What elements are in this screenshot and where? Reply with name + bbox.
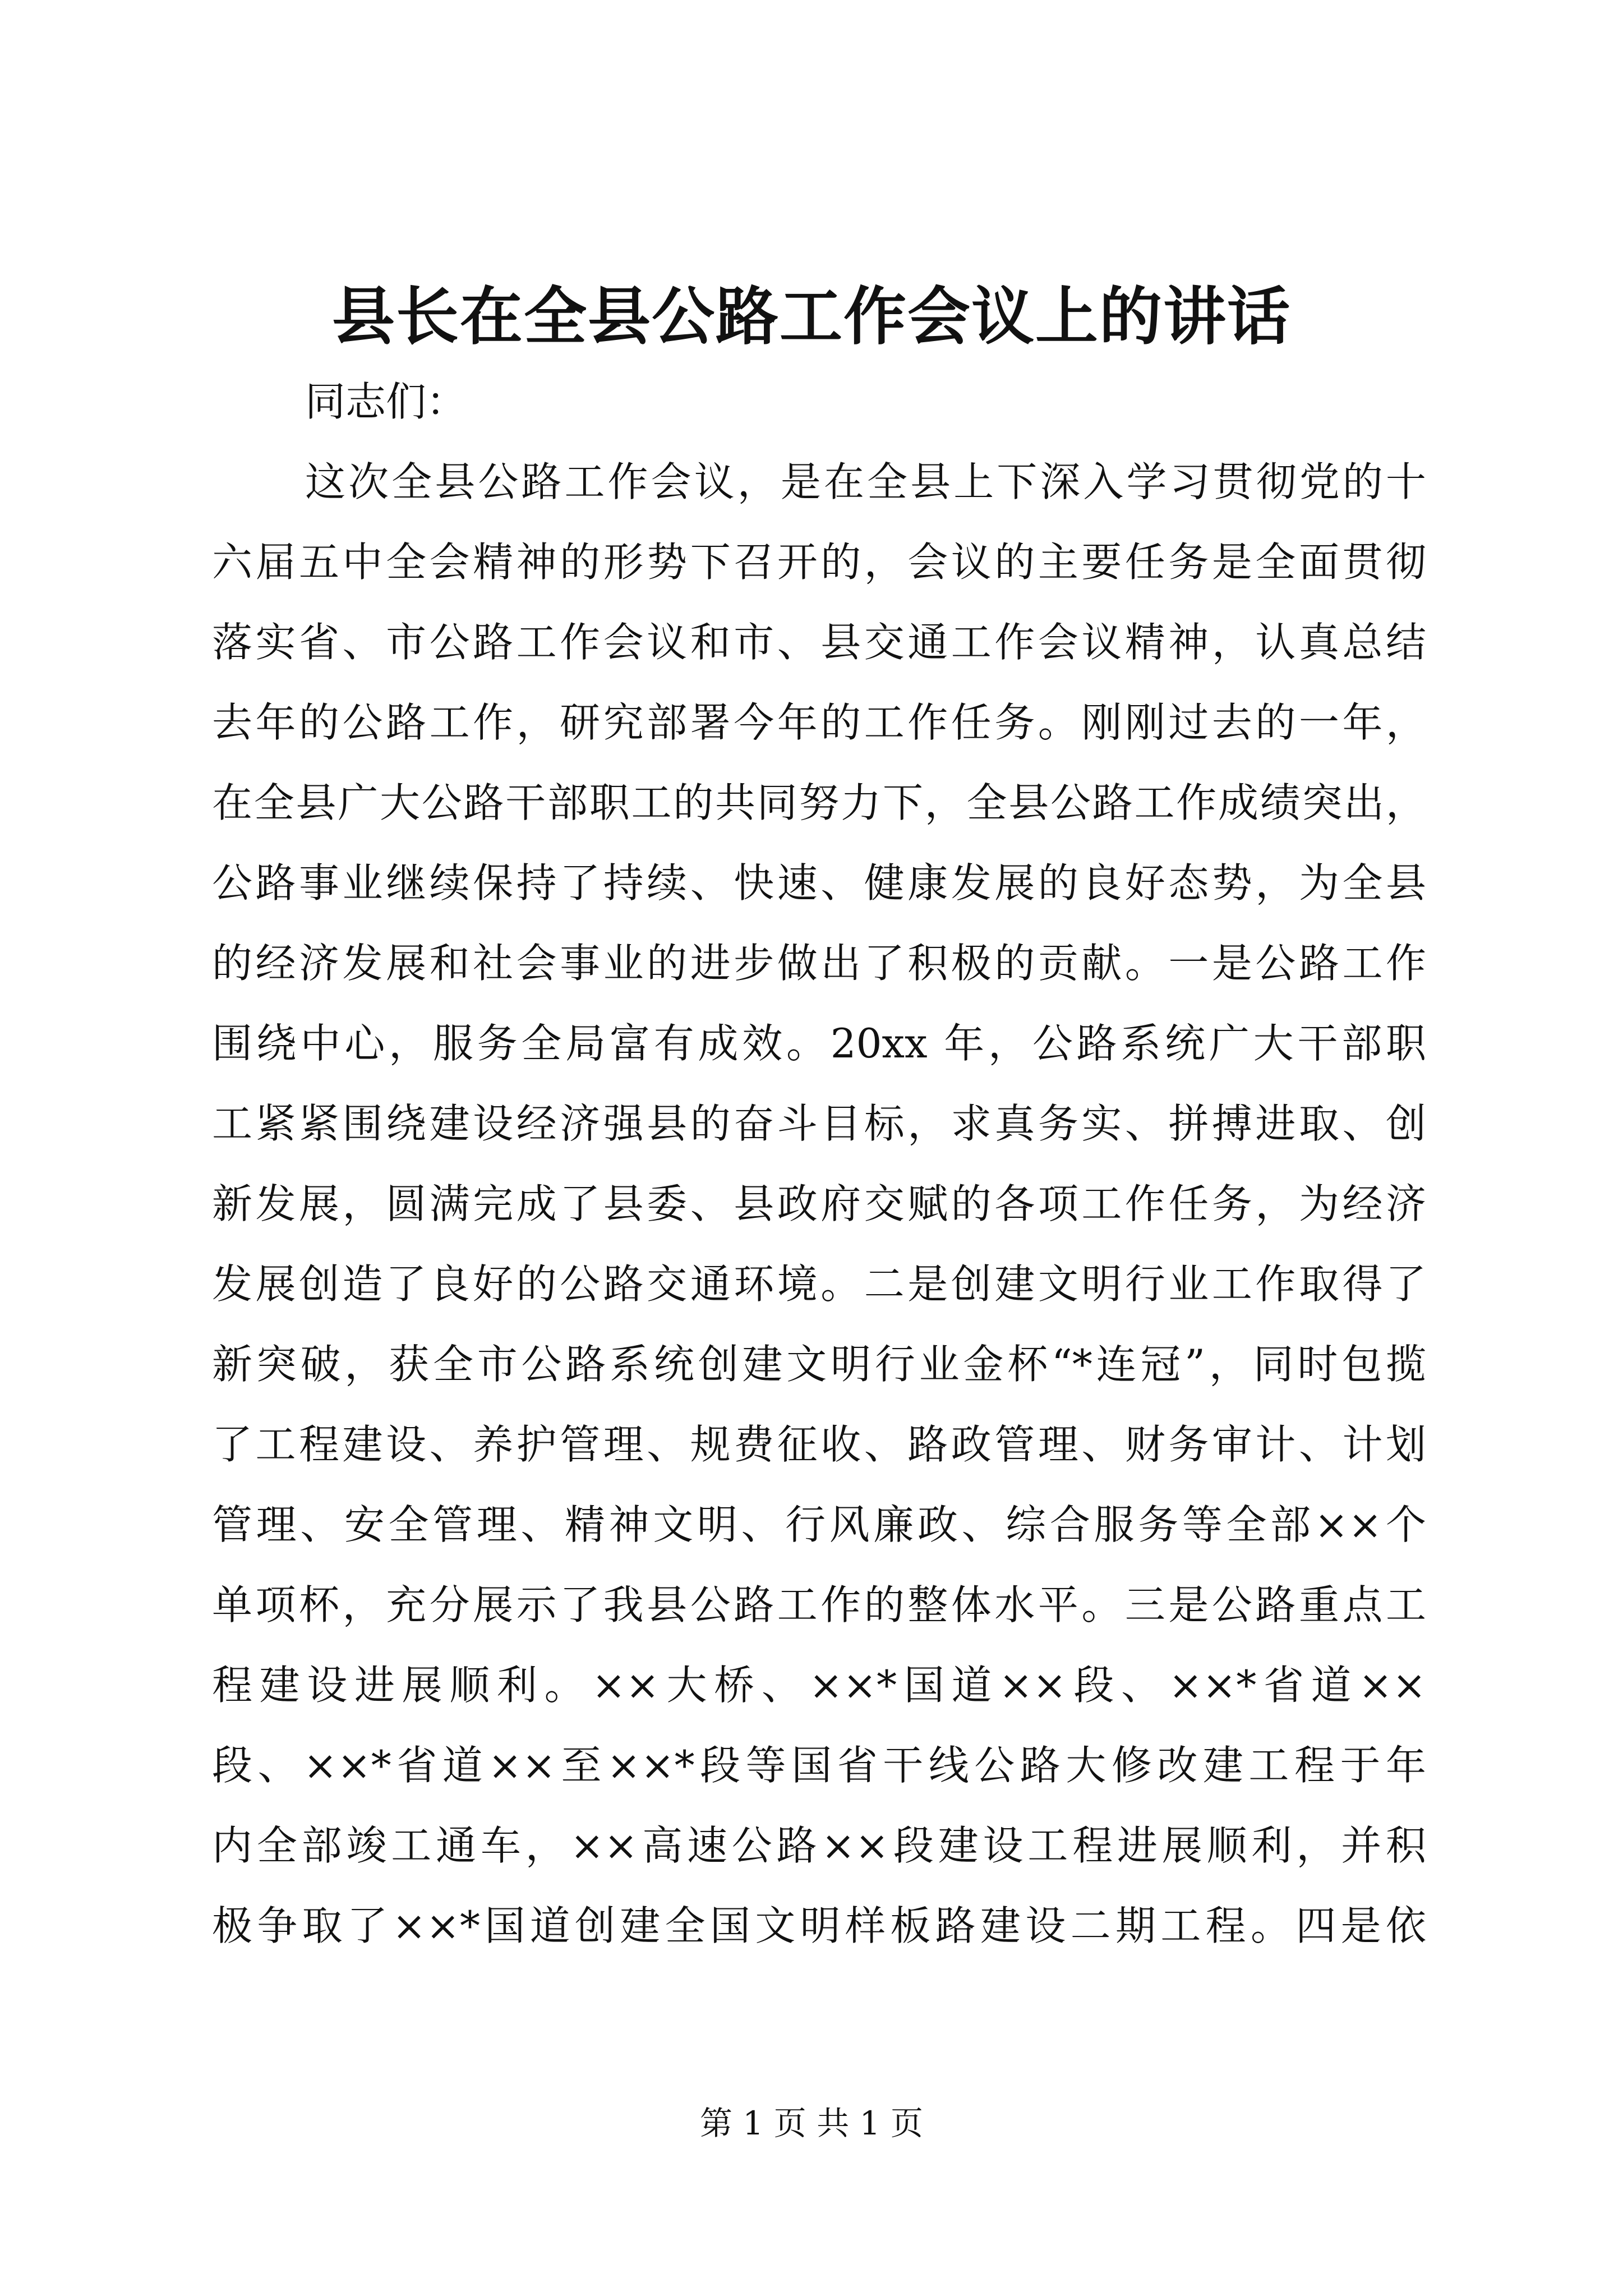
paragraph-line: 发展创造了良好的公路交通环境。二是创建文明行业工作取得了 bbox=[212, 1260, 1426, 1308]
salutation: 同志们： bbox=[305, 378, 467, 425]
paragraph-line: 围绕中心，服务全局富有成效。20xx 年，公路系统广大干部职 bbox=[212, 1020, 1426, 1067]
paragraph-line: 落实省、市公路工作会议和市、县交通工作会议精神，认真总结 bbox=[212, 619, 1426, 666]
paragraph-line: 管理、安全管理、精神文明、行风廉政、综合服务等全部××个 bbox=[212, 1501, 1426, 1548]
document-title: 县长在全县公路工作会议上的讲话 bbox=[332, 280, 1291, 353]
paragraph-line: 去年的公路工作，研究部署今年的工作任务。刚刚过去的一年， bbox=[212, 699, 1426, 746]
paragraph-line: 单项杯，充分展示了我县公路工作的整体水平。三是公路重点工 bbox=[212, 1581, 1426, 1628]
paragraph-line: 这次全县公路工作会议，是在全县上下深入学习贯彻党的十 bbox=[305, 458, 1426, 505]
paragraph-line: 内全部竣工通车，××高速公路××段建设工程进展顺利，并积 bbox=[212, 1822, 1426, 1869]
paragraph-line: 工紧紧围绕建设经济强县的奋斗目标，求真务实、拼搏进取、创 bbox=[212, 1100, 1426, 1147]
paragraph-line: 在全县广大公路干部职工的共同努力下，全县公路工作成绩突出， bbox=[212, 779, 1426, 826]
paragraph-line: 六届五中全会精神的形势下召开的，会议的主要任务是全面贯彻 bbox=[212, 539, 1426, 586]
paragraph-line: 极争取了××*国道创建全国文明样板路建设二期工程。四是依 bbox=[212, 1902, 1426, 1949]
paragraph-line: 新发展，圆满完成了县委、县政府交赋的各项工作任务，为经济 bbox=[212, 1180, 1426, 1227]
paragraph-line: 段、××*省道××至××*段等国省干线公路大修改建工程于年 bbox=[212, 1742, 1426, 1789]
page-number-footer: 第 1 页 共 1 页 bbox=[700, 2104, 923, 2142]
document-body bbox=[212, 362, 1426, 1966]
paragraph-line: 了工程建设、养护管理、规费征收、路政管理、财务审计、计划 bbox=[212, 1421, 1426, 1468]
paragraph-line: 公路事业继续保持了持续、快速、健康发展的良好态势，为全县 bbox=[212, 859, 1426, 907]
paragraph-line: 新突破，获全市公路系统创建文明行业金杯“*连冠”，同时包揽 bbox=[212, 1341, 1426, 1388]
paragraph-line: 的经济发展和社会事业的进步做出了积极的贡献。一是公路工作 bbox=[212, 940, 1426, 987]
paragraph-line: 程建设进展顺利。××大桥、××*国道××段、××*省道×× bbox=[212, 1662, 1426, 1709]
